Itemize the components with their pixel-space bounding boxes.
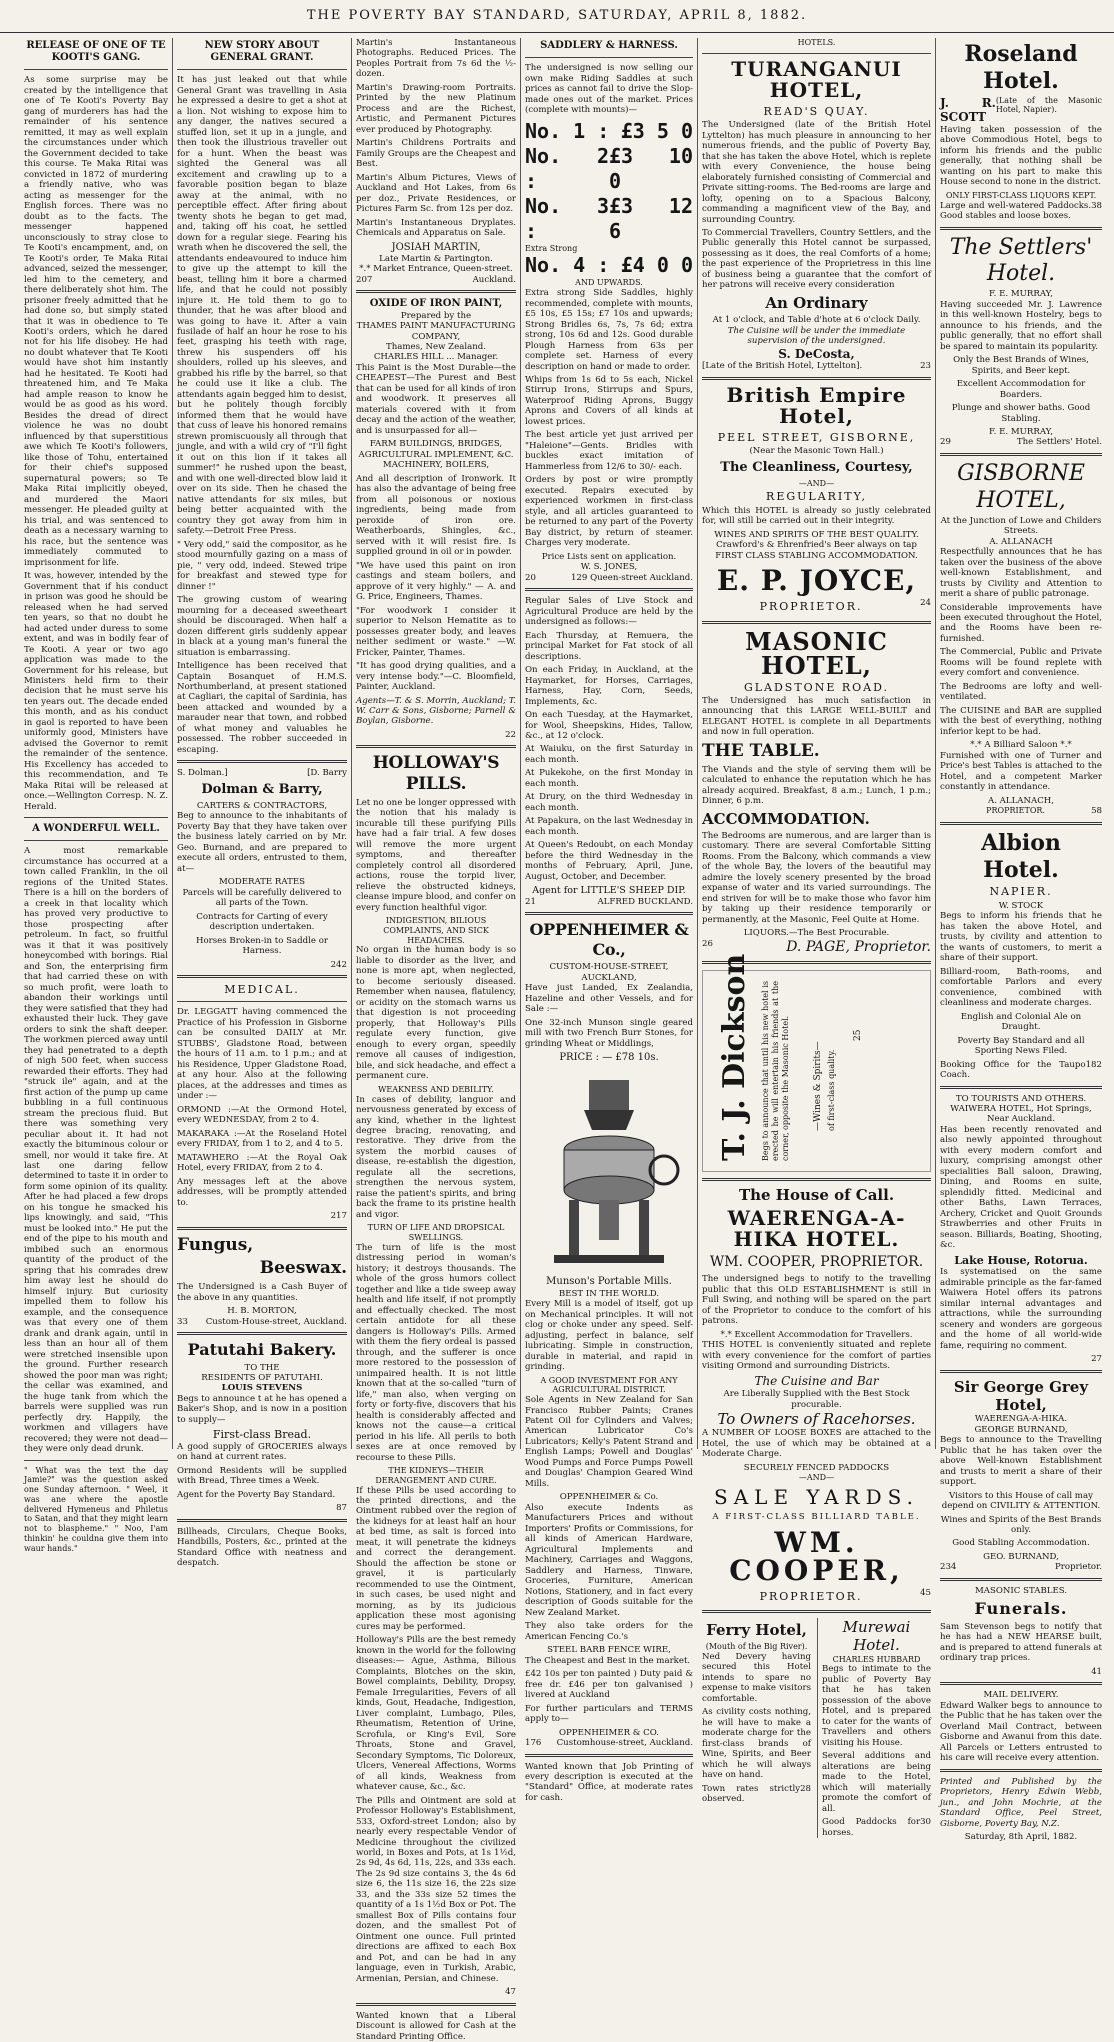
ad-heading: The Cleanliness, Courtesy, <box>720 459 913 475</box>
ad-heading: SALE YARDS. <box>714 1485 919 1510</box>
section-label: HOTELS. <box>797 38 836 47</box>
headline-well: A WONDERFUL WELL. <box>32 823 160 835</box>
ad-heading: E. P. JOYCE, <box>716 564 917 598</box>
ad-text: On each Tuesday, at the Haymarket, for Wool, Sheepskins, Hides, Tallow, &c., at 12 o'clock. <box>525 710 693 741</box>
ad-text: As civility costs nothing, he will have to make a moderate charge for the first-class brands of Wine, Spirits, and Beer which he will always have on hand. <box>702 1707 811 1781</box>
ad-text: The Bedrooms are numerous, and are larger than is customary. There are several Comfortable Sitting Rooms. From the Balcony, which commands a view of the whole Bay, the lovers of the beautiful may admire the lovely scenery presented by the broad expanse of water and its varied surroundings. The end striven for will be to make those who favor him by taking up their residence temporarily or permanently, at the Masonic, Feel Quite at Home. <box>702 830 931 925</box>
ad-heading: Fungus, <box>177 1234 254 1255</box>
ad-text: Plunge and shower baths. Good Stabling. <box>951 403 1091 424</box>
ad-number: 25 <box>853 1029 863 1041</box>
ad-heading: Murewai Hotel. <box>842 1617 911 1655</box>
ad-text: Billiard-room, Bath-rooms, and comfortable Parlors and every convenience, combined with cleanliness and moderate charges. <box>940 966 1102 1009</box>
jest-paragraph: " What was the text the day Jamie?" was the question asked one Sunday afternoon. " Weel, it was ane where the apostle delivered Hymeneus and Philetus to Satan, and that they might learn not to blaspheme." " Noo, I'am thinkin' he couldna give them into waur hands." <box>24 1465 168 1553</box>
ad-text: At Waiuku, on the first Saturday in each month. <box>525 744 693 765</box>
ad-heading: SADDLERY & HARNESS. <box>540 40 678 51</box>
ad-heading: WAERENGA-A-HIKA HOTEL. <box>727 1206 906 1252</box>
ad-text: FIRST CLASS STABLING ACCOMMODATION. <box>715 550 918 561</box>
ad-text: CHARLES HILL ... Manager. <box>373 352 499 363</box>
ad-text: If these Pills be used according to the printed directions, and the Ointment rubbed over the region of the kidneys for at least half an hour at bed time, as salt is forced into meat, it will penetrate the kidneys and correct the derangement. Should the affection be stone or gravel, it is particularly recommended to use the Ointment, in such cases, be used night and morning, as by its judicious application these most agonising cures may be performed. <box>356 1485 516 1632</box>
price-label: No. 1 : <box>525 118 610 143</box>
ad-text: The Cuisine will be under the immediate supervision of the undersigned. <box>727 325 906 347</box>
ad-text: Excellent Accommodation for Boarders. <box>956 379 1086 400</box>
ad-number: 27 <box>1091 1354 1102 1365</box>
ad-text: *.* Market Entrance, Queen-street. <box>359 264 513 275</box>
ad-text: LIQUORS.—The Best Procurable. <box>743 928 890 939</box>
ad-heading: TO TOURISTS AND OTHERS. <box>955 1093 1087 1104</box>
mill-base <box>554 1255 664 1263</box>
ad-text: Wanted known that Job Printing of every description is executed at the "Standard" Office, at moderate rates for cash. <box>525 1761 693 1803</box>
price-value: £3 10 0 <box>609 143 693 193</box>
rotated-ad <box>702 953 931 1172</box>
ad-number: 21 <box>525 896 536 907</box>
ad-text: Horses Broken-in to Saddle or Harness. <box>196 935 328 957</box>
ad-heading: MAIL DELIVERY. <box>983 1690 1059 1701</box>
ad-text: Late Martin & Partington. <box>379 253 493 264</box>
ad-text: S. DeCosta, <box>778 346 855 361</box>
ad-text: NAPIER. <box>989 885 1053 899</box>
ad-text: Near Auckland. <box>987 1114 1055 1125</box>
ad-text: First-class Bread. <box>212 1428 312 1442</box>
ad-text: Crawford's & Ehrenfried's Beer always on tap <box>716 540 917 551</box>
ad-text: Has been recently renovated and also newly appointed throughout with every modern comfort and luxury, comprising amongst other specialities Ball saloon, Drawing, Dining, and Rooms en suite, splendidly fitted. Medicinal and other Baths, Lawn Terraces, Archery, Cricket and Quoit Grounds Strawberries and other Fruits in season. Billiards, Boating, Shooting, &c. <box>940 1124 1102 1251</box>
ad-text: The Undersigned has much satisfaction in announcing that this LARGE WELL-BUILT and ELEGANT HOTEL is complete in all Departments and now in full operation. <box>702 695 931 738</box>
ad-text: W. STOCK <box>998 900 1044 911</box>
article-paragraph: Intelligence has been received that Captain Bosanquet of H.M.S. Northumberland, at present stationed at Cagliari, the capital of Sardinia, has been attacked and wounded by a marauder near that town, and robbed of what money and valuables he possessed. The robber succeeded in escaping. <box>177 661 347 755</box>
ad-subhead: TURN OF LIFE AND DROPSICAL SWELLINGS. <box>367 1223 505 1243</box>
ad-text: Prepared by the <box>400 310 472 321</box>
ad-heading: THE TABLE. <box>702 740 820 761</box>
ad-heading: An Ordinary <box>765 293 868 312</box>
ad-text: Are Liberally Supplied with the Best Stock procurable. <box>723 1389 910 1410</box>
ad-heading: OXIDE OF IRON PAINT, <box>369 298 503 310</box>
ad-text: The turn of life is the most distressing period in woman's history; it destroys thousands. The whole of the gross humors collect together and like a tide sweep away health and life itself, if not promptly and effectually checked. The most certain antidote for all these dangers is Holloway's Pills. Armed with them the fiery ordeal is passed through, and the sufferer is once more restored to the possession of unimpaired health. It is not little known that at the so-called "turn of life," man also, when verging on forty or forty-five, discovers that his health is considerably affected and knows not the cause—a critical period in his life. All perils to both sexes are at once removed by recourse to these Pills. <box>356 1242 516 1463</box>
ad-heading: HOLLOWAY'S PILLS. <box>372 753 500 795</box>
ad-subhead: INDIGESTION, BILIOUS COMPLAINTS, AND SICK HEADACHES. <box>383 916 489 945</box>
ad-text: F. E. MURRAY, <box>989 427 1053 437</box>
ad-number: 217 <box>330 1211 347 1222</box>
ad-text: THIS HOTEL is conveniently situated and replete with every convenience for the comfort of parties visiting Ormond and surrounding Districts. <box>702 1340 931 1371</box>
ad-text: Holloway's Pills are the best remedy known in the world for the following diseases:— Ague, Asthma, Bilious Complaints, Blotches on the skin, Bowel complaints, Debility, Dropsy, Female Irregularities, Fevers of all kinds, Gout, Headache, Indigestion, Liver complaint, Lumbago, Piles, Rheumatism, Retention of Urine, Scrofula, or King's Evil, Sore Throats, Stone and Gravel, Secondary Symptoms, Tic Doloreux, Ulcers, Venereal Affections, Worms of all kinds, Weakness from whatever cause, &c., &c. <box>356 1635 516 1793</box>
ad-text: English and Colonial Ale on Draught. <box>960 1011 1082 1033</box>
ad-text: OPPENHEIMER & Co. <box>559 1492 659 1503</box>
ad-text: At Pukekohe, on the first Monday in each month. <box>525 768 693 789</box>
ad-text: Beg to announce to the inhabitants of Poverty Bay that they have taken over the business lately carried on by Mr. Geo. Burnand, and are prepared to execute all orders, entrusted to them, at— <box>177 811 347 874</box>
price-value: £3 12 6 <box>609 193 693 243</box>
ad-text: CARTERS & CONTRACTORS, <box>196 800 328 811</box>
ad-heading: WM. COOPER, <box>729 1525 904 1587</box>
ad-heading: Lake House, Rotorua. <box>954 1253 1088 1267</box>
mill-funnel <box>584 1110 634 1130</box>
ad-heading: The House of Call. <box>738 1185 895 1204</box>
column-1 <box>20 38 172 1553</box>
ad-heading: The Cuisine and Bar <box>754 1374 879 1389</box>
price-value: £4 0 0 <box>620 253 693 278</box>
price-value: £3 5 0 <box>620 118 693 143</box>
article-paragraph: It has just leaked out that while General Grant was travelling in Asia he expressed a desire to get a shot at a lion. Not wishing to expose him to any danger, the natives secured a stuffed lion, set it up in a jungle, and then took the illustrious traveller out for a hunt. When the beast was sighted the General was all excitement and crawling up to a favorable position began to blaze away at the animal, with no perceptible effect. After firing about twenty shots he began to get mad, and, taking off his coat, he settled down for a regular siege. Fearing his wrath when he discovered the sell, the attendants endeavoured to induce him to give up the attempt to kill the beast, telling him it bore a charmed life, and that he could not possibly injure it. He told them to go to thunder, that he was after blood and was going to have it. After a vain fusilade of half an hour he rose to his feet, grasping his teeth with rage, threw his suspenders off his shoulders, rolled up his sleeves, and grabbed his rifle by the barrel, so that he could use it like a club. The attendants again begged him to desist, but he politely though forcibly informed them that he would have that cuss of leave his honored remains strewn promiscuously all through that jungle, and with a wild cry of "I'll fight it out on this lion if it takes all summer!" he rushed upon the beast, and with one well-directed blow laid it over on its side. Then he chased the native attendants for six miles, but being better acquainted with the country they got away from him in safety.—Detroit Free Press. <box>177 75 347 537</box>
column-2 <box>173 38 351 1569</box>
ad-text: The Undersigned (late of the British Hotel Lyttelton) has much pleasure in announcing to her numerous friends, and the public of Poverty Bay, that she has taken the above Hotel, which is replete with every Convenience, the house being elaborately furnished consisting of Commercial and Private sitting-rooms. The Bed-rooms are large and lofty, opening on to a Spacious Balcony, commanding a magnificent view of the Bay, and surrounding Country. <box>702 120 931 225</box>
ad-text: Good Paddocks for horses. <box>822 1817 921 1838</box>
article-paragraph: " Very odd," said the compositor, as he stood mournfully gazing on a mass of pie, " very odd, indeed. Stewed tripe for breakfast and stewed type for dinner !" <box>177 539 347 592</box>
masthead: THE POVERTY BAY STANDARD, SATURDAY, APRIL 8, 1882. <box>0 0 1114 33</box>
ad-text: Price Lists sent on application. <box>541 551 677 562</box>
ad-text: Have just Landed, Ex Zealandia, Hazeline and other Vessels, and for Sale :— <box>525 983 693 1015</box>
ad-text: WAIWERA HOTEL, Hot Springs, <box>950 1104 1092 1114</box>
ad-heading: OPPENHEIMER & Co., <box>529 920 689 959</box>
ad-number: 45 <box>920 1587 931 1598</box>
ad-text: Martin's Instantaneous Dryplates. Chemicals and Apparatus on Sale. <box>356 217 516 239</box>
ad-text: Extra strong Side Saddles, highly recommended, complete with mounts, £5 10s, £5 15s; £7 10s and upwards; Strong Bridles 6s, 7s, 7s 6d; extra strong, 10s 6d and 12s. Good durable Plough Harness from 63s per complete set. Harness of every description on hand or made to order. <box>525 288 693 372</box>
ad-text: And all description of Ironwork. It has also the advantage of being free from all poisonous or noxious ingredients, being made from peroxide of iron ore. Weatherboards, Shingles, &c., served with it will resist fire. Is supplied ground in oil or in powder. <box>356 473 516 558</box>
ad-text: Agent for LITTLE'S SHEEP DIP. <box>532 885 686 897</box>
ad-text: H. B. MORTON, <box>227 1306 297 1317</box>
ad-text: The CUISINE and BAR are supplied with the best of everything, nothing inferior kept to be had. <box>940 705 1102 737</box>
column-5 <box>698 38 935 1838</box>
ad-text: Begs to intimate to the public of Poverty Bay that he has taken possession of the above Hotel, and is prepared to cater for the wants of Travellers and others visiting his House. <box>822 1664 931 1748</box>
headline-release: RELEASE OF ONE OF TE KOOTI'S GANG. <box>26 40 166 64</box>
ad-text: Each Thursday, at Remuera, the principal Market for Fat stock of all descriptions. <box>525 630 693 662</box>
ad-subhead: WEAKNESS AND DEBILITY. <box>378 1084 494 1094</box>
ad-text: OPPENHEIMER & CO. <box>558 1727 660 1738</box>
ad-text: Begs to announce t at he has opened a Baker's Shop, and is now in a position to supply— <box>177 1393 347 1425</box>
ad-text: Martin's Childrens Portraits and Family Groups are the Cheapest and Best. <box>356 138 516 170</box>
ad-text: To Commercial Travellers, Country Settlers, and the Public generally this Hotel cannot be surpassed, possessing as it does, the real Comforts of a home; the past experience of the Proprietress in this line of business being a guarantee that the comfort of her patrons will receive every consideration <box>702 228 931 291</box>
ad-text: MODERATE RATES <box>218 877 306 888</box>
ad-text: LOUIS STEVENS <box>221 1383 303 1394</box>
ad-text: PROPRIETOR. <box>986 806 1045 816</box>
ad-text: Martin's Instantaneous Photographs. Reduced Prices. The Peoples Portrait from 7s 6d the ½-dozen. <box>356 38 516 80</box>
ad-number: 234 <box>940 1562 957 1573</box>
ad-text: Sole Agents in New Zealand for San Francisco Rubber Paints; Cranes Patent Oil for Cylinders and Valves; American Lubricator Co's Lubricators; Kelly's Patent Strand and English Lamps; Powell and Douglas' Wood Pumps and Force Pumps Powell and Douglas' Champion Geared Wind Mills. <box>525 1395 693 1489</box>
ad-heading: ACCOMMODATION. <box>702 809 870 828</box>
ad-text: The Commercial, Public and Private Rooms will be found replete with every comfort and convenience. <box>940 647 1102 679</box>
ad-text: CUSTOM-HOUSE-STREET, AUCKLAND, <box>549 962 669 983</box>
ad-text: A FIRST-CLASS BILLIARD TABLE. <box>712 1512 921 1523</box>
ad-text: Good Stabling Accommodation. <box>952 1538 1090 1549</box>
ad-text: The Cheapest and Best in the market. <box>525 1655 691 1666</box>
ad-text: *.* A Billiard Saloon *.* <box>970 740 1072 751</box>
ad-text: Begs to announce that until his new hotel is erected he will entertain his friends at the corner, opposite the Masonic Hotel. <box>761 980 790 1161</box>
ad-text: Dr. LEGGATT having commenced the Practice of his Profession in Gisborne can be consulted DAILY at Mr. STUBBS', Gladstone Road, between the hours of 11 a.m. to 1 p.m.; and at his Residence, Upper Gladstone Road, at any hour. Also at the following places, at the addresses and times as under :— <box>177 1007 347 1102</box>
ad-number: 47 <box>505 1987 516 1998</box>
ad-text: ORMOND :—At the Ormond Hotel, every WEDNESDAY, from 2 to 4. <box>177 1104 347 1126</box>
ad-text: A NUMBER OF LOOSE BOXES are attached to the Hotel, the use of which may be obtained at a Moderate Charge. <box>702 1428 931 1460</box>
column-3 <box>352 38 520 2042</box>
headline-grant: NEW STORY ABOUT GENERAL GRANT. <box>204 40 320 64</box>
ad-text: WINES AND SPIRITS OF THE BEST QUALITY. <box>714 529 919 540</box>
ad-number: 29 <box>940 437 951 448</box>
ad-heading: Roseland Hotel. <box>964 41 1078 94</box>
ad-text: They also take orders for the American Fencing Co.'s <box>525 1621 693 1642</box>
ad-text: In cases of debility, languor and nervousness generated by excess of any kind, whether in the lightest degree bracing, renovating, and restorative. They drive from the system the morbid causes of disease, re-establish the digestion, regulate all the secretions, strengthen the nervous system, raise the patient's spirits, and bring back the frame to its pristine health and vigor. <box>356 1094 516 1220</box>
ad-text: WAERENGA-A-HIKA. <box>974 1414 1068 1425</box>
mill-spout <box>599 1200 619 1240</box>
ad-text: Edward Walker begs to announce to the Public that he has taken over the Overland Mail Contract, between Gisborne and Awanui from this date. All Parcels or Letters entrusted to his care will receive every attention. <box>940 1700 1102 1764</box>
ad-heading: To Owners of Racehorses. <box>717 1410 916 1429</box>
ad-text: Customhouse-street, Auckland. <box>556 1738 693 1749</box>
ad-text: ALFRED BUCKLAND. <box>597 896 693 907</box>
ad-number: 20 <box>525 572 536 583</box>
ad-text: TO THE <box>244 1362 280 1373</box>
ad-text: The Undersigned is a Cash Buyer of the above in any quantities. <box>177 1282 347 1303</box>
ad-text: At Papakura, on the last Wednesday in each month. <box>525 816 693 837</box>
article-paragraph: A most remarkable circumstance has occurred at a town called Franklin, in the oil regions of the United States. There is a hill on the borders of a creek in that locality which has proved very productive to those prospecting after petroleum. In fact, so fruitful was it that it was positively honeycombed with borings. Rial and Son, the enterprising firm that had carried these on with so much profit, were loath to abandon their workings until they were satisfied that they had exhausted their luck. They gave orders to sink the shaft deeper. The workmen pierced away until they had penetrated to a depth of nigh 500 feet, when success rewarded their efforts. They had "struck ile" again, and at the first action of the pump up came bubbling in a full continuous stream the precious fluid. But there was something very peculiar about it. It had not exactly the bituminous colour or smell, nor would it take fire. At last one daring fellow determined to taste it in order to form some opinion of its quality. After he had placed a few drops on his tongue he smacked his lips knowingly, and said, "This must be looked into." He put the end of the pipe to his mouth and imbibed such an enormous quantity of the product of the spring that his comrades drew him away lest he should do himself injury. But curiosity impelled them to follow his example, and the consequence was that every one of them drank and drank again, until in less than an hour all of them were stretched insensible upon the ground. Further research showed the poor man was right; the cellar was examined, and the huge tank from which the barrels were supplied was run perfectly dry. Happily, the workmen and villagers have recovered; they were not dead—they were only dead drunk. <box>24 846 168 1455</box>
ad-heading: MASONIC HOTEL, <box>745 626 888 680</box>
mill-hopper <box>589 1080 629 1110</box>
price-label: No. 3 : <box>525 193 609 243</box>
ad-text: Also execute Indents as Manufacturers Prices and without Importers' Profits or Commissions, for all kinds of American Hardware, Agricultural Implements and Machinery, Carriages and Waggons, Saddlery and Harness, Tinware, Groceries, Furniture, American Notions, Stationery, and in fact every description of Goods suitable for the New Zealand Market. <box>525 1502 693 1618</box>
ad-text: A. ALLANACH <box>989 536 1053 547</box>
ad-text: Thames, New Zealand. <box>385 342 486 352</box>
ad-text: Sam Stevenson begs to notify that he has had a NEW HEARSE built, and is prepared to attend funerals at ordinary trap prices. <box>940 1621 1102 1664</box>
ad-text: —AND— <box>798 478 835 488</box>
ad-text: BEST IN THE WORLD. <box>558 1288 660 1299</box>
ferry-ad <box>702 1618 811 1838</box>
ad-text: J. R. SCOTT <box>940 95 996 125</box>
ad-number: 28 <box>800 1783 811 1794</box>
ad-text: For further particulars and TERMS apply to— <box>525 1703 693 1725</box>
ad-number: 22 <box>505 729 516 740</box>
ad-text: On each Friday, in Auckland, at the Haymarket, for Horses, Carriages, Harness, Hay, Corn, Seeds, Implements, &c. <box>525 665 693 707</box>
ad-text: Extra Strong <box>525 243 578 253</box>
ad-number: 26 <box>702 938 713 949</box>
ad-heading: JOSIAH MARTIN, <box>391 241 481 253</box>
ad-heading: T. J. Dickson <box>717 953 752 1161</box>
ad-text: One 32-inch Munson single geared mill with two French Burr Stones, for grinding Wheat or Middlings, <box>525 1017 693 1049</box>
ad-text: Custom-House-street, Auckland. <box>205 1316 347 1327</box>
ad-text: (Near the Masonic Town Hall.) <box>749 446 884 457</box>
ad-heading: Ferry Hotel, <box>706 1620 807 1639</box>
ad-text: Every Mill is a model of itself, got up on Mechanical principles. It will not clog or choke under any speed. Self-adjusting, perfect in balance, self lubricating. Simple in construction, durable in material, and rapid in grinding. <box>525 1299 693 1373</box>
ad-text: The Pills and Ointment are sold at Professor Holloway's Establishment, 533, Oxford-street London; also by nearly every respectable Vendor of Medicine throughout the civilized world, in Boxes and Pots, at 1s 1½d, 2s 9d, 4s 6d, 11s, 22s, and 33s each. The 2s 9d size contains 3, the 4s 6d size 6, the 11s size 16, the 22s size 33, and the 33s size 52 times the quantity of a 1s 1½d Box or Pot. The smallest Box of Pills contains four dozen, and the smallest Pot of Ointment one ounce. Full printed directions are affixed to each Box and Pot, and can be had in any language, even in Turkish, Arabic, Armenian, Persian, and Chinese. <box>356 1795 516 1984</box>
ad-heading: Sir George Grey Hotel, <box>953 1377 1089 1414</box>
ad-text: A. ALLANACH, <box>987 795 1055 806</box>
ad-text: [D. Barry <box>307 768 347 779</box>
ad-text: The undersigned is now selling our own make Riding Saddles at such prices as cannot fail to drive the Slop-made ones out of the market. Prices (complete with mounts)— <box>525 63 693 116</box>
ad-text: Auckland. <box>472 274 516 285</box>
ad-number: 182 <box>1085 1059 1102 1070</box>
ad-number: 33 <box>177 1316 188 1327</box>
ad-text: Martin's Drawing-room Portraits. Printed by the new Platinum Process and are the Richest, Artistic, and Permanent Pictures ever produced by Photography. <box>356 82 516 135</box>
ad-heading: The Settlers' Hotel. <box>949 234 1093 287</box>
ad-number: 41 <box>1091 1666 1102 1677</box>
ad-text: RESIDENTS OF PATUTAHI. <box>201 1373 323 1383</box>
ad-text: Orders by post or wire promptly executed. Repairs executed by experienced workmen in first-class style, and all articles guaranteed to be returned to any part of the Poverty Bay district, by return of steamer. Charges very moderate. <box>525 475 693 549</box>
ad-heading: TURANGANUI HOTEL, <box>731 56 902 102</box>
ad-text: The best article yet just arrived per "Haleione"—Gents. Bridles with buckles exact imitation of Hammerless from 12/6 to 30/- each. <box>525 430 693 472</box>
ad-text: Whips from 1s 6d to 5s each, Nickel Stirrup Irons, Stirrups and Spurs, Waterproof Riding Aprons, Buggy Aprons and Covers of all kinds at lowest prices. <box>525 374 693 427</box>
ad-text: F. E. MURRAY, <box>989 289 1053 300</box>
ad-text: Proprietor. <box>1054 1562 1102 1573</box>
ad-text: At the Junction of Lowe and Childers Streets. <box>940 515 1102 537</box>
ad-text: —AND— <box>798 1473 835 1483</box>
article-paragraph: It was, however, intended by the Government that if his conduct in prison was good he should be released when he had served ten years, so that no doubt he had acted under duress to some extent, and was in bodily fear of Te Kooti. A year or two ago application was made to the Government for his release, but Ministers held firm to their decision that he must serve his ten years out. The decade ended this month, and as his conduct in gaol is reported to have been uniformly good, Ministers have advised the Governor to remit the remainder of the sentence. His Excellency has acceded to this recommendation, and Te Maka Ritai will be released at once.—Wellington Corresp. N. Z. Herald. <box>24 571 168 812</box>
ad-heading: Funerals. <box>974 1599 1068 1619</box>
ad-text: Furnished with one of Turner and Price's best Tables is attached to the Hotel, and a competent Marker constantly in attendance. <box>940 750 1102 793</box>
ad-text: Martin's Album Pictures, Views of Auckland and Hot Lakes, from 6s per doz., Private Residences, or Pictures Farm Sc. from 12s per doz. <box>356 172 516 215</box>
ad-text: READ'S QUAY. <box>763 104 870 118</box>
ad-text: "It has good drying qualities, and a very intense body."—C. Bloomfield, Painter, Auckland. <box>356 661 516 693</box>
ad-text: *.* Excellent Accommodation for Travellers. <box>720 1329 913 1340</box>
ad-text: PRICE : — £78 10s. <box>559 1052 659 1064</box>
ad-text: Is systematised on the same admirable principle as the far-famed Waiwera Hotel offers its patrons similar internal advantages and attractions, while the surrounding scenery and wonders are gorgeous and the home of all world-wide fame, requiring no comment. <box>940 1267 1102 1351</box>
ad-text: of first-class quality. <box>827 1049 836 1131</box>
ad-number: 207 <box>356 274 373 285</box>
ad-text: Ned Devery having secured this Hotel intends to spare no expense to make visitors comfortable. <box>702 1651 811 1704</box>
mill-leg <box>569 1200 579 1255</box>
column-4 <box>521 38 697 1803</box>
mill-leg <box>639 1200 649 1255</box>
ad-text: MAKARAKA :—At the Roseland Hotel every FRIDAY, from 1 to 2, and 4 to 5. <box>177 1128 347 1150</box>
ad-text: AND UPWARDS. <box>575 278 643 288</box>
ad-text: Only the Best Brands of Wines, Spirits, and Beer kept. <box>953 355 1089 376</box>
ad-text: GLADSTONE ROAD. <box>743 680 890 694</box>
ad-text: Wines and Spirits of the Best Brands only. <box>940 1514 1102 1535</box>
article-paragraph: As some surprise may be created by the intelligence that one of Te Kooti's Poverty Bay gang of murderers has had the remainder of his sentence remitted, it may as well explain the circumstances under which the Government decided to take this course. Te Maka Ritai was convicted in 1872 of murdering a friendly native, who was acting as messenger for the English forces. There was no doubt as to the facts. The messenger happened unconsciously to stray close to Te Kooti's encampment, and, on Te Kooti's order, Te Maka Ritai advanced, seized the messenger, led him to the cemetery, and there deliberately shot him. The prisoner freely admitted that he had done so, but simply stated that it was in obedience to Te Kooti's orders, which he dared not for his life disobey. He had no doubt whatever that Te Kooti would have shot him instantly had he hesitated. Te Kooti had threatened him, and Te Maka had ample reason to know he would be as good as his word. Besides the dread of direct violence he was no doubt influenced by that superstitious awe which Te Kooti's followers, like those of Tohu, entertained for their chief's supposed supernatural powers; so Te Maka Ritai implicitly obeyed, and murdered the Maori messenger. He pleaded guilty at his trial, and was sentenced to death as a necessary warning to his race, but the sentence was immediately commuted to imprisonment for life. <box>24 75 168 568</box>
ad-text: Town rates strictly observed. <box>702 1783 801 1805</box>
ad-text: Large and well-watered Paddocks. Good stables and loose boxes. <box>940 200 1092 222</box>
ad-text: Let no one be longer oppressed with the notion that his malady is incurable till these purifying Pills have had a fair trial. A few doses will remove the more urgent symptoms, and thereafter completely control all disordered actions, rouse the torpid liver, relieve the obstructed kidneys, cleanse impure blood, and confer on every function healthful vigor. <box>356 797 516 913</box>
article-paragraph: The growing custom of wearing mourning for a deceased sweetheart should be discouraged. When half a dozen different girls suddenly appear in black at a young man's funeral the situation is embarrassing. <box>177 595 347 658</box>
ad-heading: MEDICAL. <box>224 982 300 996</box>
ad-text: THAMES PAINT MANUFACTURING COMPANY, <box>356 321 516 342</box>
ad-text: Agent for the Poverty Bay Standard. <box>177 1489 336 1500</box>
ad-number: 176 <box>525 1738 542 1749</box>
ad-text: Regular Sales of Live Stock and Agricultural Produce are held by the undersigned as follows:— <box>525 596 693 628</box>
ad-text: The Viands and the style of serving them will be calculated to enhance the reputation which he has already acquired. Breakfast, 8 a.m.; Lunch, 1 p.m.; Dinner, 6 p.m. <box>702 764 931 807</box>
ad-text: Parcels will be carefully delivered to all parts of the Town. <box>182 887 342 909</box>
column-6 <box>936 38 1106 1843</box>
ad-heading: MASONIC STABLES. <box>974 1585 1068 1596</box>
ad-heading: Dolman & Barry, <box>201 781 323 797</box>
ad-text: REGULARITY, <box>766 490 867 504</box>
ad-number: 38 <box>1091 200 1102 211</box>
ad-text: GEO. BURNAND, <box>983 1551 1059 1562</box>
ad-text: GEORGE BURNAND, <box>974 1424 1068 1435</box>
murewai-ad <box>817 1618 931 1838</box>
ad-text: SECURELY FENCED PADDOCKS <box>743 1462 890 1473</box>
ad-text: The undersigned begs to notify to the travelling public that this OLD ESTABLISHMENT is still in Full Swing, and nothing will be spared on the part of the Proprietor to conduce to the comfort of his patrons. <box>702 1274 931 1327</box>
price-label: No. 2 : <box>525 143 609 193</box>
ad-text: STEEL BARB FENCE WIRE, <box>547 1645 671 1656</box>
ad-text: Visitors to this House of call may depend on CIVILITY & ATTENTION. <box>941 1490 1101 1512</box>
ad-heading: Beeswax. <box>259 1258 347 1279</box>
ad-text: WM. COOPER, PROPRIETOR. <box>709 1254 924 1271</box>
ad-heading: Albion Hotel. <box>981 829 1061 883</box>
ad-subhead: THE KIDNEYS—THEIR DERANGEMENT AND CURE. <box>375 1466 497 1485</box>
ad-text: S. Dolman.] <box>177 768 228 779</box>
ad-text: Billheads, Circulars, Cheque Books, Handbills, Posters, &c., printed at the Standard Office with neatness and despatch. <box>177 1526 347 1569</box>
ad-text: Poverty Bay Standard and all Sporting News Filed. <box>957 1035 1085 1057</box>
ad-text: D. PAGE, Proprietor. <box>786 938 931 955</box>
ad-text: The Bedrooms are lofty and well-ventilated. <box>940 681 1102 703</box>
ad-text: Wanted known that a Liberal Discount is allowed for Cash at the Standard Printing Office. <box>356 2010 516 2042</box>
ad-number: 87 <box>336 1503 347 1514</box>
ad-text: The Settlers' Hotel. <box>1016 437 1102 448</box>
ad-text: PEEL STREET, GISBORNE, <box>717 430 916 444</box>
ad-text: ONLY FIRST-CLASS LIQUORS KEPT. <box>945 190 1097 200</box>
ad-text: A GOOD INVESTMENT FOR ANY AGRICULTURAL DISTRICT. <box>540 1375 678 1395</box>
ad-heading: Munson's Portable Mills. <box>546 1276 672 1288</box>
ad-text: MATAWHERO :—At the Royal Oak Hotel, every FRIDAY, from 2 to 4. <box>177 1152 347 1174</box>
ad-text: "We have used this paint on iron castings and steam boilers, and approve of it very highly." — A. and G. Price, Engineers, Thames. <box>356 560 516 603</box>
ad-text: PROPRIETOR. <box>759 600 863 614</box>
ad-text: Agents—T. & S. Morrin, Auckland; T. W. Carr & Sons, Gisborne; Parnell & Boylan, Gisborne. <box>356 695 516 727</box>
ad-text: Begs to announce to the Travelling Public that he has taken over the above Well-known Establishment and trusts to merit a share of their support. <box>940 1435 1102 1488</box>
price-label: No. 4 : <box>525 253 610 278</box>
ad-text: £42 10s per ton painted ) Duty paid & free dr. £46 per ton galvanised ) livered at Auckland <box>525 1669 693 1701</box>
ad-text: Having taken possession of the above Commodious Hotel, begs to inform his friends and the public generally, that nothing shall be wanting on his part to make this House second to none in the district. <box>940 124 1102 188</box>
ad-text: CHARLES HUBBARD <box>832 1654 921 1664</box>
imprint: Printed and Published by the Proprietors, Henry Edwin Webb, jun., and John Mochrie, at the Standard Office, Peel Street, Gisborne, Poverty Bay, N.Z. <box>940 1776 1102 1829</box>
ad-number: 58 <box>1091 806 1102 817</box>
ad-text: FARM BUILDINGS, BRIDGES, AGRICULTURAL IMPLEMENT, &C. MACHINERY, BOILERS, <box>358 439 514 471</box>
ad-text: "For woodwork I consider it superior to Nelson Hematite as to possesses greater body, and leaves neither sediment or waste." —W. Fricker, Painter, Thames. <box>356 605 516 658</box>
ad-text: 129 Queen-street Auckland. <box>570 572 693 583</box>
ad-text: This Paint is the Most Durable—the CHEAPEST—The Purest and Best that can be used for all kinds of iron and woodwork. It preserves all materials covered with it from decay and the action of the weather, and is unsurpassed for all— <box>356 362 516 436</box>
ad-number: 23 <box>920 361 931 372</box>
ad-text: —Wines & Spirits— <box>813 1041 823 1131</box>
ad-text: At Drury, on the third Wednesday in each month. <box>525 792 693 813</box>
ad-text: Ormond Residents will be supplied with Bread, Three times a Week. <box>177 1465 347 1487</box>
ad-text: [Late of the British Hotel, Lyttelton]. <box>702 361 863 372</box>
ad-text: W. S. JONES, <box>580 562 638 573</box>
ad-text: (Late of the Masonic Hotel, Napier). <box>995 95 1102 115</box>
two-ad-row <box>702 1618 931 1838</box>
ad-text: Begs to inform his friends that he has taken the above Hotel, and trusts, by civility and attention to the wants of customers, to merit a share of their support. <box>940 911 1102 964</box>
ad-text: At Queen's Redoubt, on each Monday before the third Wednesday in the months of February, April, June, August, October, and December. <box>525 840 693 882</box>
ad-text: Several additions and alterations are being made to the Hotel, which will materially promote the comfort of all. <box>822 1751 931 1814</box>
mill-illustration <box>534 1070 684 1270</box>
ad-text: Any messages left at the above addresses, will be promptly attended to. <box>177 1176 347 1208</box>
ad-number: 242 <box>330 959 347 970</box>
ad-text: Respectfully announces that he has taken over the business of the above well-known Establishment, and trusts by Civility and Attention to merit a share of public patronage. <box>940 547 1102 600</box>
ad-heading: British Empire Hotel, <box>726 382 907 428</box>
ad-heading: Patutahi Bakery. <box>187 1340 337 1359</box>
mill-stone-bottom <box>564 1176 654 1204</box>
ad-text: At 1 o'clock, and Table d'hote at 6 o'clock Daily. <box>712 315 921 326</box>
ad-text: Which this HOTEL is already so justly celebrated for, will still be carried out in their integrity. <box>702 505 931 527</box>
ad-number: 24 <box>920 598 931 609</box>
ad-text: Having succeeded Mr. J. Lawrence in this well-known Hostelry, begs to announce to his friends, and the public generally, that no effort shall be spared to maintain its popularity. <box>940 299 1102 352</box>
imprint-date: Saturday, 8th April, 1882. <box>964 1832 1078 1843</box>
ad-text: (Mouth of the Big River). <box>705 1642 808 1652</box>
ad-text: PROPRIETOR. <box>759 1589 863 1603</box>
ad-number: 30 <box>920 1817 931 1828</box>
ad-text: Considerable improvements have been executed throughout the Hotel, and the Rooms have been re-furnished. <box>940 602 1102 644</box>
ad-text: Booking Office for the Taupo Coach. <box>940 1059 1086 1081</box>
ad-text: No organ in the human body is so liable to disorder as the liver, and none is more apt, when neglected, to become seriously diseased. Remember when nausea, flatulency, or acidity on the stomach warns us that digestion is not proceeding properly, that Holloway's Pills regulate every function, give enough to every organ, speedily remove all causes of indigestion, bile, and sick headache, and effect a permanent cure. <box>356 945 516 1082</box>
ad-text: A good supply of GROCERIES always on hand at current rates. <box>177 1441 347 1463</box>
ad-text: Contracts for Carting of every description undertaken. <box>196 911 328 933</box>
ad-heading: GISBORNE HOTEL, <box>957 460 1085 513</box>
